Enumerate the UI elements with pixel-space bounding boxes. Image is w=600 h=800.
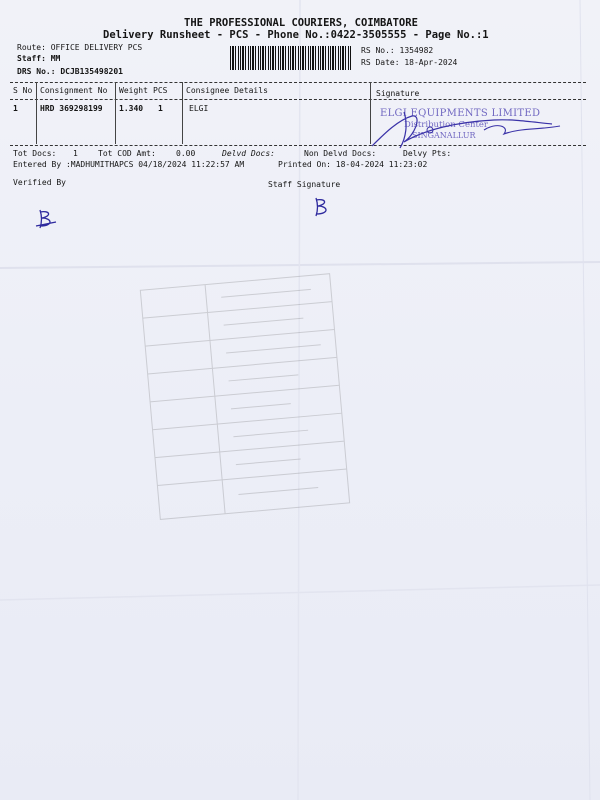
stamp-division: Distribution Center <box>404 120 488 130</box>
row-pcs: 1 <box>158 104 163 113</box>
bleed-through-stamp <box>120 262 360 532</box>
column-divider <box>182 82 183 144</box>
stamp-company-name: ELGI EQUIPMENTS LIMITED <box>380 108 541 119</box>
table-top-rule <box>10 82 586 83</box>
route-label: Route: OFFICE DELIVERY PCS <box>17 43 143 52</box>
stamp-location: SINGANALLUR <box>412 131 476 140</box>
col-header-weight: Weight <box>119 86 148 95</box>
verified-by-label: Verified By <box>13 178 66 187</box>
row-weight: 1.340 <box>119 104 144 113</box>
rs-number: RS No.: 1354982 <box>361 46 434 55</box>
tot-cod-value: 0.00 <box>176 149 196 158</box>
delivery-points-label: Delvy Pts: <box>403 149 452 158</box>
col-header-sno: S No <box>13 86 33 95</box>
column-divider <box>36 82 37 144</box>
row-sno: 1 <box>13 104 18 113</box>
col-header-consignment: Consignment No <box>40 86 108 95</box>
row-consignment-no: HRD 369298199 <box>40 104 103 113</box>
entered-by: Entered By :MADHUMITHAPCS 04/18/2024 11:22:57 AM <box>13 160 245 169</box>
company-title: THE PROFESSIONAL COURIERS, COIMBATORE <box>184 17 418 29</box>
tot-docs-label: Tot Docs: <box>13 149 57 158</box>
drs-number: DRS No.: DCJB135498201 <box>17 67 123 76</box>
staff-label: Staff: MM <box>17 54 61 63</box>
tot-cod-label: Tot COD Amt: <box>98 149 156 158</box>
col-header-consignee: Consignee Details <box>186 86 268 95</box>
table-header-rule <box>10 99 586 100</box>
runsheet-subtitle: Delivery Runsheet - PCS - Phone No.:0422-3505555 - Page No.:1 <box>103 29 489 41</box>
column-divider <box>115 82 116 144</box>
row-consignee: ELGI <box>189 104 209 113</box>
non-delivered-docs-label: Non Delvd Docs: <box>304 149 377 158</box>
receiver-signature <box>364 104 574 154</box>
col-header-signature: Signature <box>376 89 420 98</box>
col-header-pcs: PCS <box>153 86 168 95</box>
verified-by-signature <box>34 206 60 232</box>
staff-signature-mark <box>310 194 334 220</box>
tot-docs-value: 1 <box>73 149 78 158</box>
barcode <box>230 46 351 70</box>
printed-on: Printed On: 18-04-2024 11:23:02 <box>278 160 428 169</box>
delivered-docs-label: Delvd Docs: <box>222 149 275 158</box>
rs-date: RS Date: 18-Apr-2024 <box>361 58 458 67</box>
staff-signature-label: Staff Signature <box>268 180 341 189</box>
